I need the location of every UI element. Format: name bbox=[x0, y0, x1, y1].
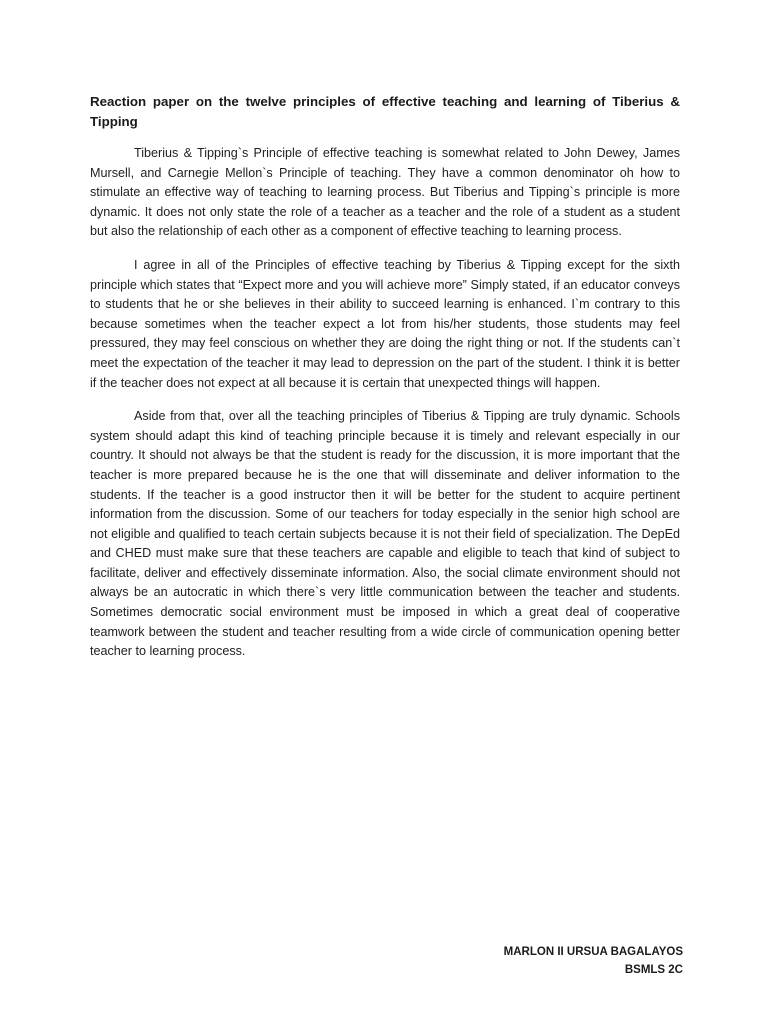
author-name: MARLON II URSUA BAGALAYOS bbox=[503, 946, 683, 958]
document-body bbox=[90, 92, 680, 676]
paragraph-3: Aside from that, over all the teaching principles of Tiberius & Tipping are truly dynamic. Schools system should adapt this kind of teaching principle because it is timely and relevant especially in our country. It should not always be that the student is ready for the discussion, it is more important that the teacher is more prepared because he is the one that will disseminate and deliver information to the students. If the teacher is a good instructor then it will be better for the student to acquire pertinent information from the discussion. Some of our teachers for today especially in the senior high school are not eligible and qualified to teach certain subjects because it is not their field of specialization. The DepEd and CHED must make sure that these teachers are capable and eligible to teach that kind of subject to facilitate, deliver and effectively disseminate information. Also, the social climate environment should not always be an autocratic in which there`s very little communication between the teacher and students. Sometimes democratic social environment must be imposed in which a great deal of cooperative teamwork between the student and teacher resulting from a wide circle of communication opening better teacher to learning process. bbox=[90, 409, 680, 659]
paragraph-2: I agree in all of the Principles of effective teaching by Tiberius & Tipping except for the sixth principle which states that “Expect more and you will achieve more” Simply stated, if an educator conveys to students that he or she believes in their ability to succeed learning is enhanced. I`m contrary to this because sometimes when the teacher expect a lot from his/her students, those students may feel pressured, they may feel conscious on whether they are doing the right thing or not. If the students can`t meet the expectation of the teacher it may lead to depression on the part of the student. I think it is better if the teacher does not expect at all because it is certain that unexpected things will happen. bbox=[90, 257, 680, 390]
paragraph-1: Tiberius & Tipping`s Principle of effective teaching is somewhat related to John Dewey, James Mursell, and Carnegie Mellon`s Principle of teaching. They have a common denominator oh how to stimulate an effective way of teaching to learning process. But Tiberius and Tipping`s principle is more dynamic. It does not only state the role of a teacher as a teacher and the role of a student as a student but also the relationship of each other as a component of effective teaching to learning process. bbox=[90, 146, 680, 239]
signature-block bbox=[504, 943, 683, 979]
paper-title: Reaction paper on the twelve principles of effective teaching and learning of Tiberius & Tipping bbox=[90, 94, 680, 129]
author-section: BSMLS 2C bbox=[624, 964, 683, 976]
